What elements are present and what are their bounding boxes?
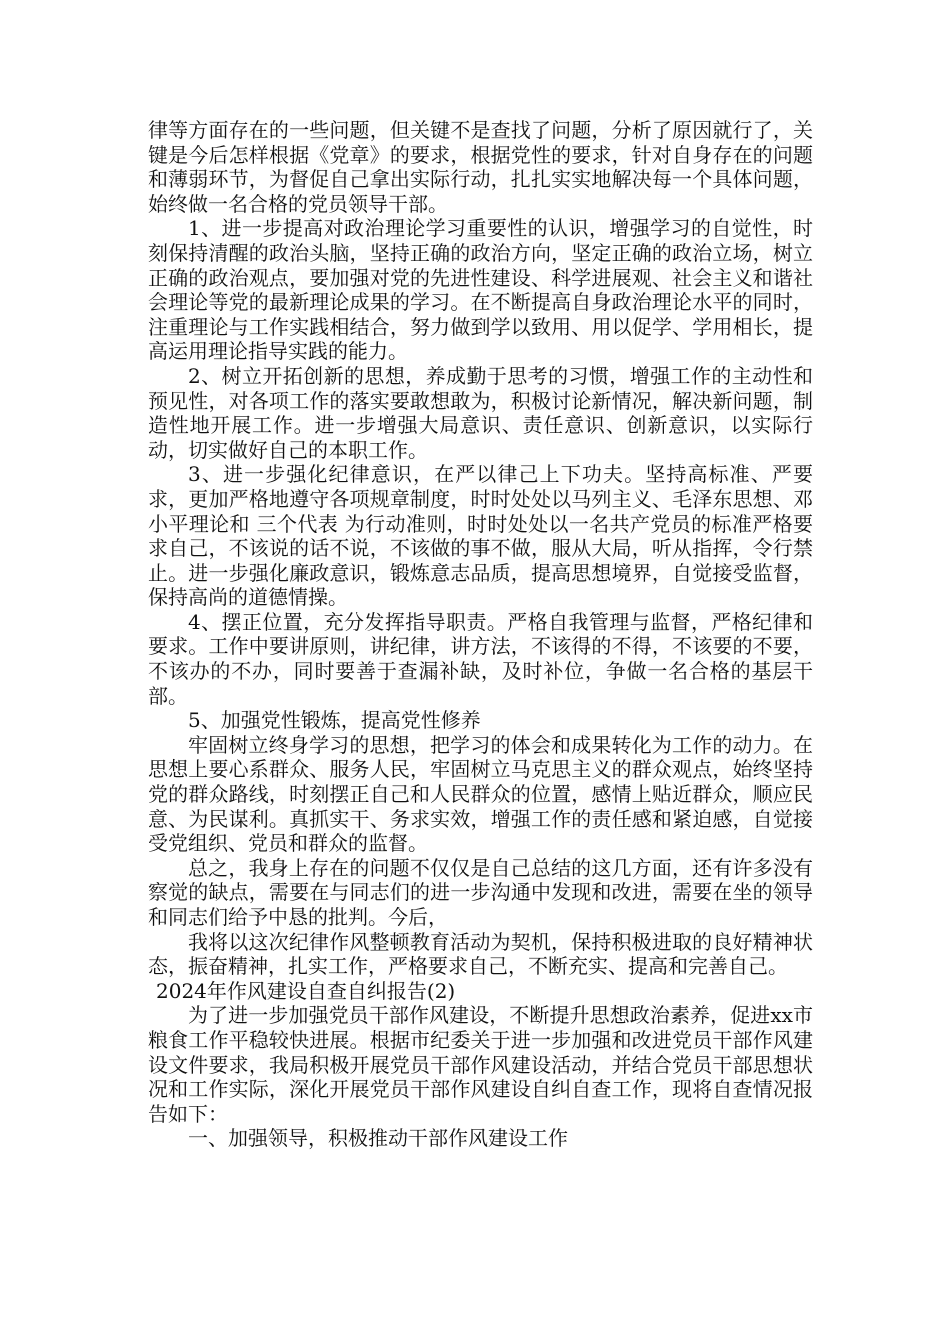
paragraph-report-intro: 为了进一步加强党员干部作风建设，不断提升思想政治素养，促进xx市粮食工作平稳较快进展。根据市纪委关于进一步加强和改进党员干部作风建设文件要求，我局积极开展党员干部作风建设活动，并结合党员干部思想状况和工作实际，深化开展党员干部作风建设自纠自查工作，现将自查情况报告如下： — [148, 1003, 813, 1126]
section-heading: 2024年作风建设自查自纠报告(2) — [156, 978, 456, 1003]
paragraph-item-5-body: 牢固树立终身学习的思想，把学习的体会和成果转化为工作的动力。在思想上要心系群众、服务人民，牢固树立马克思主义的群众观点，始终坚持党的群众路线，时刻摆正自己和人民群众的位置，感情上贴近群众，顺应民意、为民谋利。真抓实干、务求实效，增强工作的责任感和紧迫感，自觉接受党组织、党员和群众的监督。 — [148, 732, 813, 856]
paragraph-item-4: 4、摆正位置，充分发挥指导职责。严格自我管理与监督，严格纪律和要求。工作中要讲原则，讲纪律，讲方法，不该得的不得，不该要的不要，不该办的不办，同时要善于查漏补缺，及时补位，争做一名合格的基层干部。 — [148, 609, 813, 708]
paragraph-report-section-1: 一、加强领导，积极推动干部作风建设工作 — [188, 1126, 568, 1151]
paragraph-item-3: 3、进一步强化纪律意识，在严以律己上下功夫。坚持高标准、严要求，更加严格地遵守各项规章制度，时时处处以马列主义、毛泽东思想、邓小平理论和 三个代表 为行动准则，时时处处以一名共产党员的标准严格要求自己，不该说的话不说，不该做的事不做，服从大局，听从指挥，令行禁止。进一步强化廉政意识，锻炼意志品质，提高思想境界，自觉接受监督，保持高尚的道德情操。 — [148, 462, 813, 610]
paragraph-conclusion: 我将以这次纪律作风整顿教育活动为契机，保持积极进取的良好精神状态，振奋精神，扎实工作，严格要求自己，不断充实、提高和完善自己。 — [148, 929, 813, 979]
paragraph-item-5-title: 5、加强党性锻炼，提高党性修养 — [188, 708, 481, 733]
paragraph-item-2: 2、树立开拓创新的思想，养成勤于思考的习惯，增强工作的主动性和预见性，对各项工作的落实要敢想敢为，积极讨论新情况，解决新问题，制造性地开展工作。进一步增强大局意识、责任意识、创新意识，以实际行动，切实做好自己的本职工作。 — [148, 363, 813, 462]
document-page — [148, 118, 813, 1151]
paragraph-summary: 总之，我身上存在的问题不仅仅是自己总结的这几方面，还有许多没有察觉的缺点，需要在与同志们的进一步沟通中发现和改进，需要在坐的领导和同志们给予中恳的批判。今后， — [148, 855, 813, 929]
paragraph-continuation: 律等方面存在的一些问题，但关键不是查找了问题，分析了原因就行了，关键是今后怎样根据《党章》的要求，根据党性的要求，针对自身存在的问题和薄弱环节，为督促自己拿出实际行动，扎扎实实地解决每一个具体问题，始终做一名合格的党员领导干部。 — [148, 118, 813, 216]
paragraph-item-1: 1、进一步提高对政治理论学习重要性的认识，增强学习的自觉性，时刻保持清醒的政治头脑，坚持正确的政治方向，坚定正确的政治立场，树立正确的政治观点，要加强对党的先进性建设、科学进展观、社会主义和谐社会理论等党的最新理论成果的学习。在不断提高自身政治理论水平的同时，注重理论与工作实践相结合，努力做到学以致用、用以促学、学用相长，提高运用理论指导实践的能力。 — [148, 216, 813, 364]
